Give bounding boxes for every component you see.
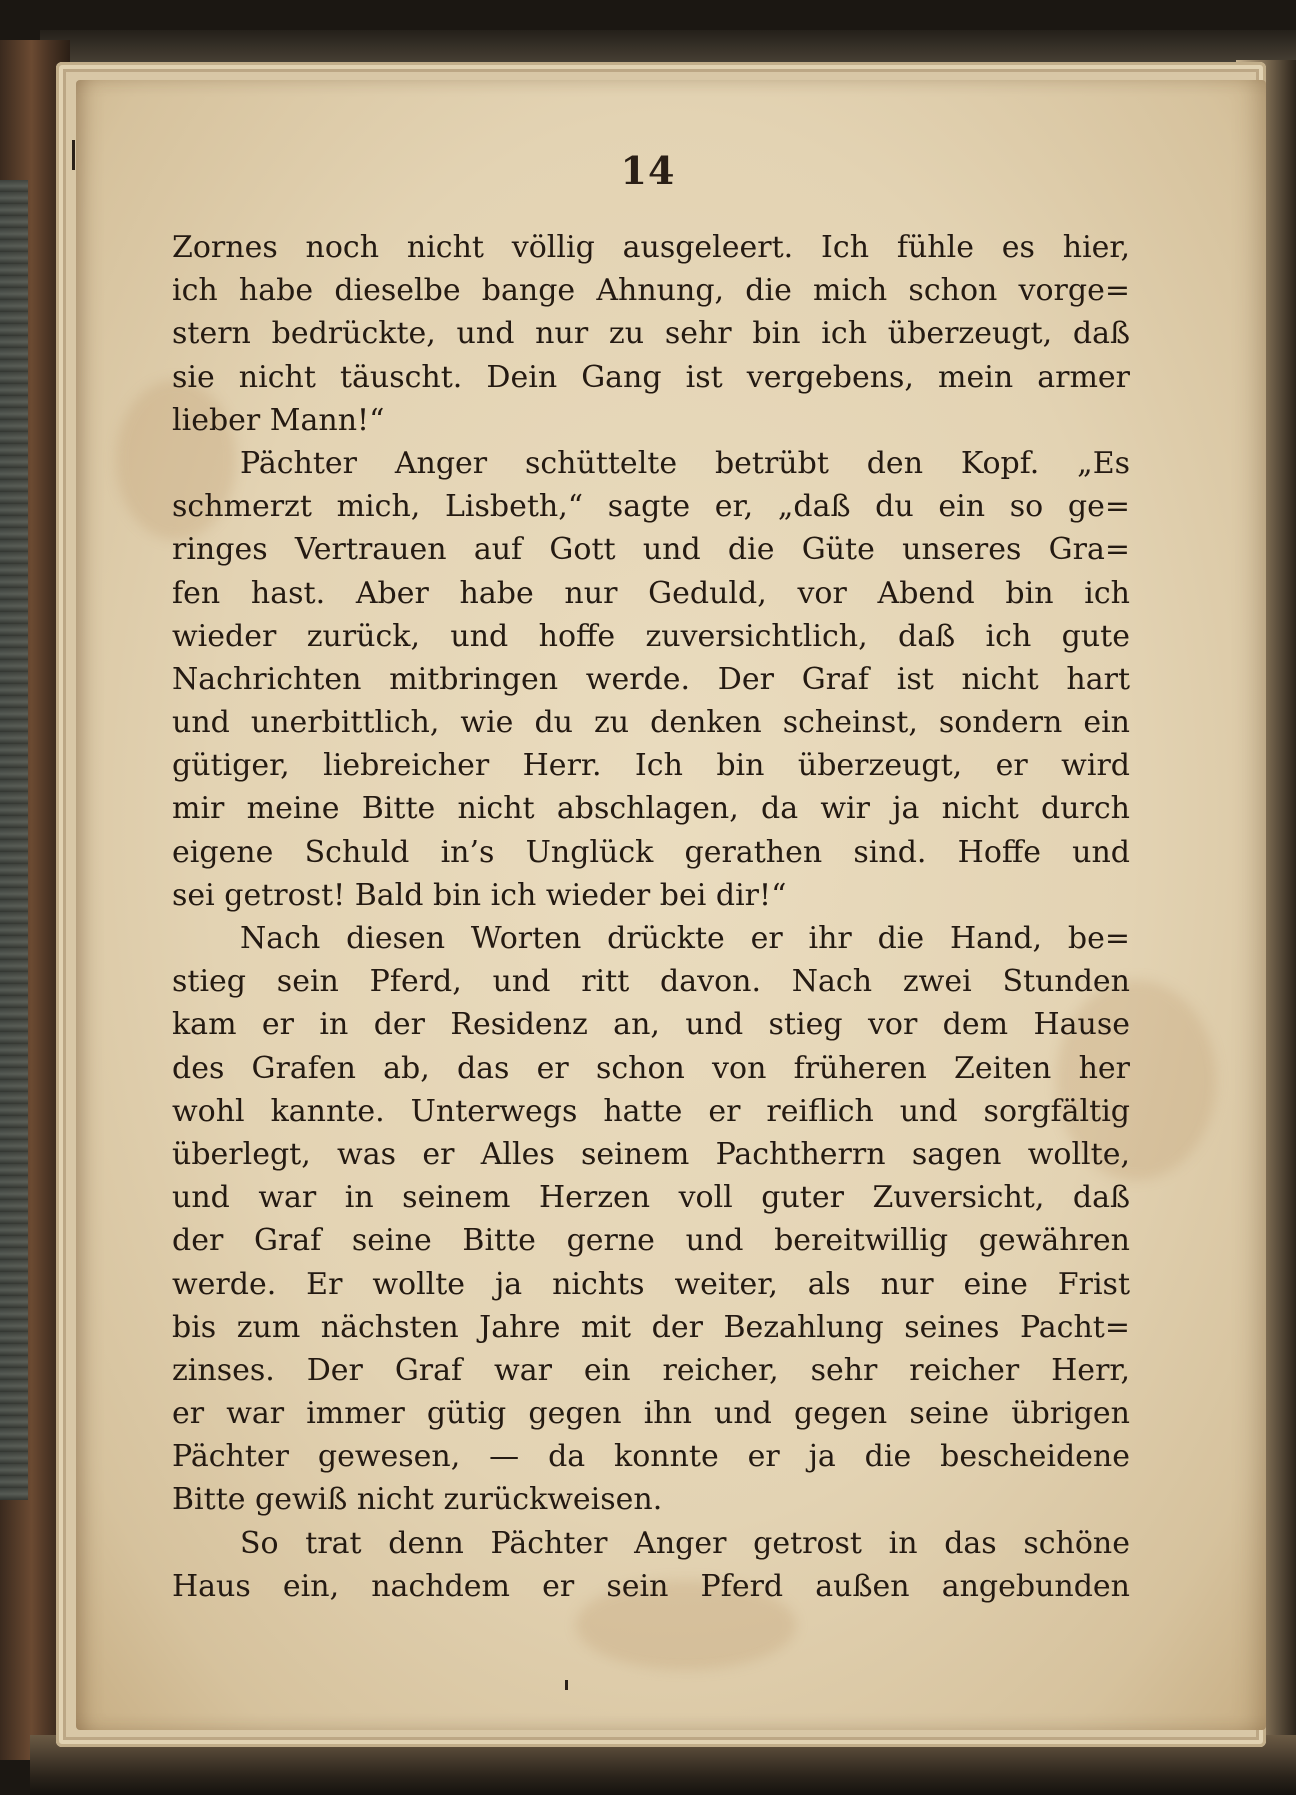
page-number: 14 bbox=[620, 148, 676, 193]
book-spine-cloth bbox=[0, 180, 28, 1500]
text-line: bis zum nächsten Jahre mit der Bezahlung seines Pacht= bbox=[172, 1309, 1130, 1345]
text-line: gütiger, liebreicher Herr. Ich bin überzeugt, er wird bbox=[172, 748, 1130, 784]
text-line: stieg sein Pferd, und ritt davon. Nach zwei Stunden bbox=[172, 964, 1130, 1000]
text-line: Zornes noch nicht völlig ausgeleert. Ich fühle es hier, bbox=[172, 230, 1130, 265]
text-line: Haus ein, nachdem er sein Pferd außen angebunden bbox=[172, 1568, 1130, 1604]
text-line: fen hast. Aber habe nur Geduld, vor Abend bin ich bbox=[172, 575, 1130, 611]
text-line: So trat denn Pächter Anger getrost in das schöne bbox=[240, 1525, 1130, 1561]
text-line: der Graf seine Bitte gerne und bereitwillig gewähren bbox=[172, 1223, 1130, 1259]
text-line: Pächter Anger schüttelte betrübt den Kopf. „Es bbox=[240, 445, 1130, 481]
text-line: werde. Er wollte ja nichts weiter, als nur eine Frist bbox=[172, 1266, 1130, 1302]
text-line: Nachrichten mitbringen werde. Der Graf ist nicht hart bbox=[172, 661, 1130, 697]
text-line: und unerbittlich, wie du zu denken scheinst, sondern ein bbox=[172, 705, 1130, 741]
text-line: stern bedrückte, und nur zu sehr bin ich überzeugt, daß bbox=[172, 316, 1130, 352]
text-line: und war in seinem Herzen voll guter Zuversicht, daß bbox=[172, 1180, 1130, 1216]
text-line: wohl kannte. Unterwegs hatte er reiflich und sorgfältig bbox=[172, 1093, 1130, 1129]
text-line: zinses. Der Graf war ein reicher, sehr reicher Herr, bbox=[172, 1352, 1130, 1388]
text-line: Nach diesen Worten drückte er ihr die Hand, be= bbox=[240, 921, 1130, 956]
text-line: überlegt, was er Alles seinem Pachtherrn sagen wollte, bbox=[172, 1136, 1130, 1172]
margin-mark bbox=[565, 1680, 568, 1690]
text-line: Bitte gewiß nicht zurückweisen. bbox=[172, 1482, 663, 1518]
text-line: Pächter gewesen, — da konnte er ja die bescheidene bbox=[172, 1439, 1130, 1475]
text-line: eigene Schuld in’s Unglück gerathen sind. Hoffe und bbox=[172, 834, 1130, 870]
text-line: lieber Mann!“ bbox=[172, 402, 385, 438]
text-line: er war immer gütig gegen ihn und gegen seine übrigen bbox=[172, 1396, 1130, 1432]
text-line: sie nicht täuscht. Dein Gang ist vergebens, mein armer bbox=[172, 359, 1130, 395]
text-line: des Grafen ab, das er schon von früheren Zeiten her bbox=[172, 1050, 1130, 1086]
text-line: ich habe dieselbe bange Ahnung, die mich schon vorge= bbox=[172, 273, 1130, 309]
text-line: wieder zurück, und hoffe zuversichtlich, daß ich gute bbox=[172, 618, 1130, 654]
text-line: mir meine Bitte nicht abschlagen, da wir ja nicht durch bbox=[172, 791, 1130, 827]
text-line: ringes Vertrauen auf Gott und die Güte unseres Gra= bbox=[172, 532, 1130, 568]
body-text bbox=[172, 226, 1130, 1608]
text-line: schmerzt mich, Lisbeth,“ sagte er, „daß du ein so ge= bbox=[172, 489, 1130, 525]
text-line: kam er in der Residenz an, und stieg vor dem Hause bbox=[172, 1007, 1130, 1043]
text-line: sei getrost! Bald bin ich wieder bei dir!“ bbox=[172, 877, 787, 913]
